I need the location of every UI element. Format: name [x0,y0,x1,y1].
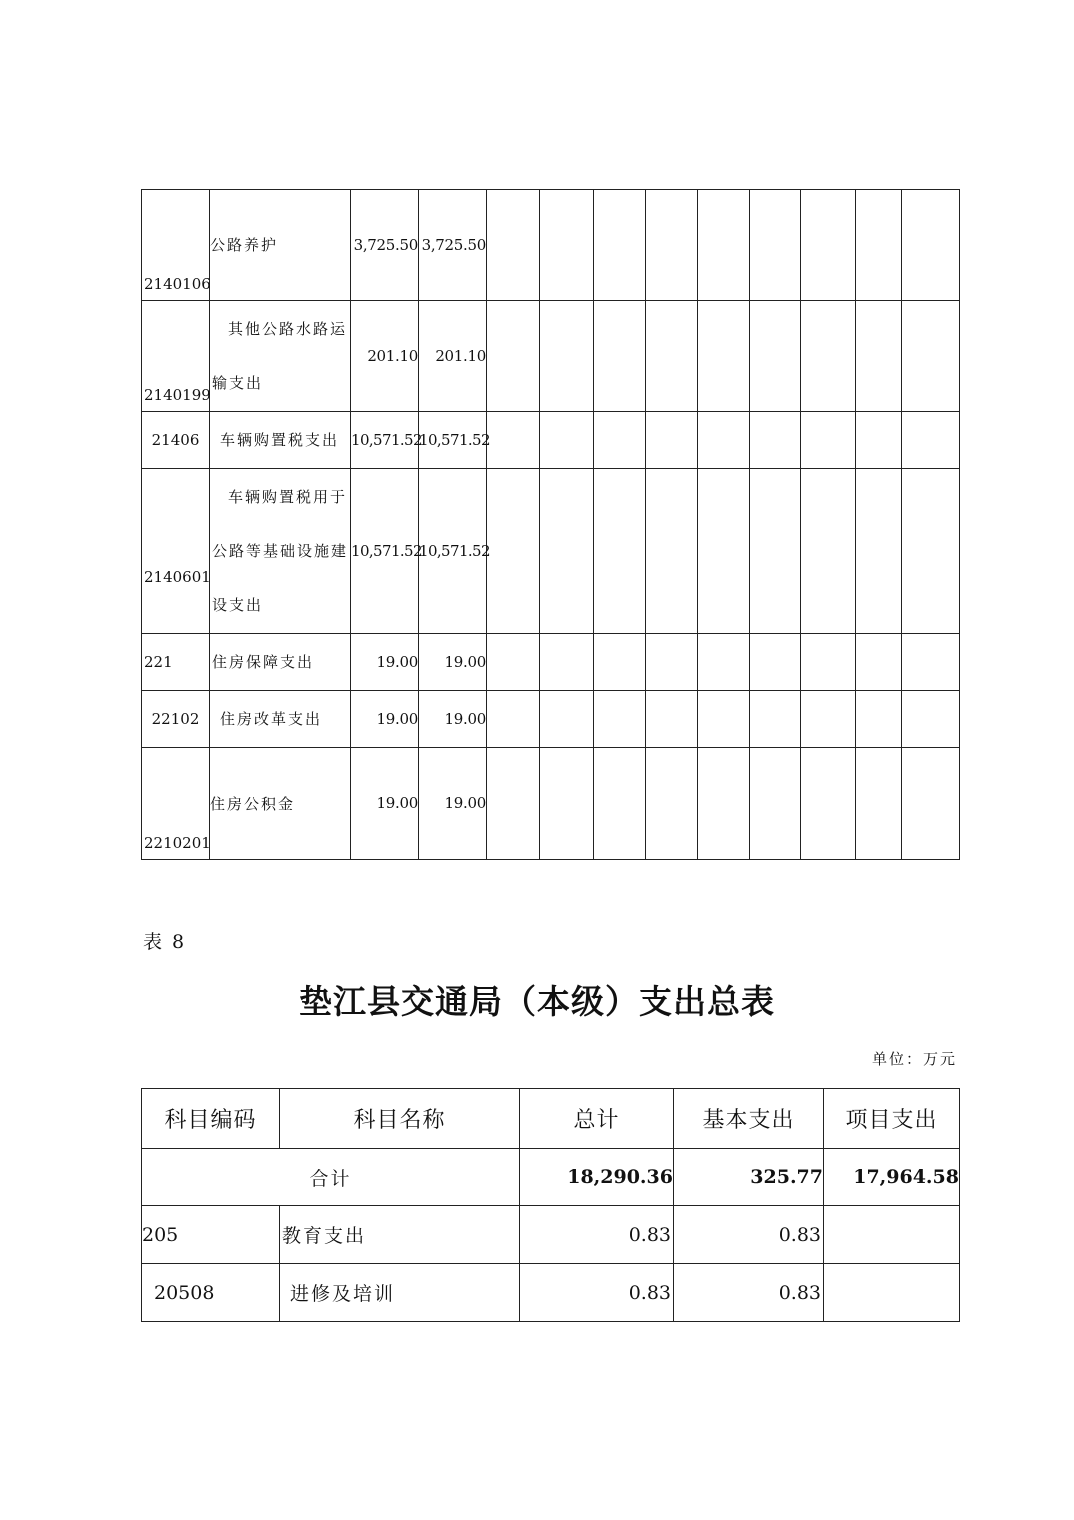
row-total: 0.83 [520,1264,674,1322]
row-project [824,1206,960,1264]
total-label: 合计 [142,1149,520,1206]
row-total: 10,571.52 [351,469,419,634]
row-total: 3,725.50 [351,190,419,301]
expenditure-summary-table [141,1088,960,1322]
header-basic: 基本支出 [674,1089,824,1149]
row-basic: 19.00 [419,634,487,691]
row-basic: 10,571.52 [419,412,487,469]
table-row [142,691,960,748]
row-code: 2140106 [142,190,210,301]
row-total: 201.10 [351,301,419,412]
header-name: 科目名称 [280,1089,520,1149]
row-name: 车辆购置税用于 公路等基础设施建 设支出 [210,469,351,634]
row-name: 教育支出 [280,1206,520,1264]
header-total: 总计 [520,1089,674,1149]
unit-label: 单位：万元 [871,1050,957,1068]
row-basic: 19.00 [419,691,487,748]
row-code: 221 [142,634,210,691]
row-name: 公路养护 [210,190,351,301]
row-basic: 10,571.52 [419,469,487,634]
row-basic: 201.10 [419,301,487,412]
row-code: 2210201 [142,748,210,860]
total-row [142,1149,960,1206]
page-title: 垫江县交通局（本级）支出总表 [299,982,775,1021]
row-basic: 0.83 [674,1206,824,1264]
table-row [142,634,960,691]
row-basic: 3,725.50 [419,190,487,301]
row-code: 205 [142,1206,280,1264]
row-code: 20508 [142,1264,280,1322]
row-basic: 19.00 [419,748,487,860]
row-project [824,1264,960,1322]
total-project: 17,964.58 [824,1149,960,1206]
header-project: 项目支出 [824,1089,960,1149]
row-code: 21406 [142,412,210,469]
row-total: 19.00 [351,634,419,691]
table-row [142,469,960,634]
row-name: 进修及培训 [280,1264,520,1322]
row-name: 车辆购置税支出 [210,412,351,469]
table-row [142,1264,960,1322]
table-header-row [142,1089,960,1149]
total-basic: 325.77 [674,1149,824,1206]
row-total: 0.83 [520,1206,674,1264]
table-row [142,748,960,860]
table-number: 表 8 [143,931,187,953]
table-row [142,412,960,469]
row-code: 2140199 [142,301,210,412]
total-total: 18,290.36 [520,1149,674,1206]
row-name: 住房保障支出 [210,634,351,691]
row-total: 19.00 [351,748,419,860]
expenditure-table-continued [141,189,960,860]
row-name: 住房改革支出 [210,691,351,748]
row-total: 19.00 [351,691,419,748]
row-name: 住房公积金 [210,748,351,860]
row-name: 其他公路水路运 输支出 [210,301,351,412]
table-row [142,301,960,412]
row-code: 2140601 [142,469,210,634]
row-basic: 0.83 [674,1264,824,1322]
row-code: 22102 [142,691,210,748]
table-row [142,190,960,301]
header-code: 科目编码 [142,1089,280,1149]
table-row [142,1206,960,1264]
row-total: 10,571.52 [351,412,419,469]
